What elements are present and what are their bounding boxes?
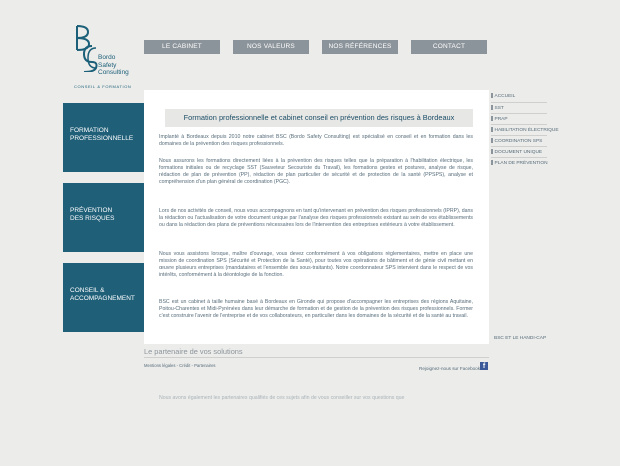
footer-links bbox=[144, 363, 216, 368]
logo-subtitle: CONSEIL & FORMATION bbox=[74, 84, 132, 89]
logo-line: Bordo bbox=[98, 54, 116, 61]
footer-link-separator: - bbox=[176, 363, 180, 368]
divider bbox=[491, 113, 547, 114]
rmenu-handicap[interactable]: BSC ET LE HANDI-CAP bbox=[494, 336, 547, 341]
sidebar-label: PROFESSIONNELLE bbox=[70, 135, 134, 142]
divider bbox=[491, 146, 547, 147]
rmenu-label: SST bbox=[494, 105, 504, 111]
bar-icon bbox=[491, 93, 493, 98]
bar-icon bbox=[491, 160, 493, 165]
bsc-logo-mark-icon bbox=[74, 24, 98, 72]
sidebar-label: FORMATION bbox=[70, 127, 109, 134]
sidebar-conseil-accompagnement[interactable] bbox=[63, 263, 144, 332]
bar-icon bbox=[491, 116, 493, 121]
footer-divider bbox=[144, 357, 489, 358]
tagline: Le partenaire de vos solutions bbox=[144, 347, 243, 356]
sidebar-label: PRÉVENTION bbox=[70, 207, 113, 214]
footer-link-partenaires[interactable]: Partenaires bbox=[194, 363, 216, 368]
nav-contact[interactable]: CONTACT bbox=[411, 40, 487, 54]
logo-line: Safety bbox=[98, 61, 117, 69]
rmenu-prap[interactable] bbox=[491, 116, 551, 122]
footer-link-mentions[interactable]: Mentions légales bbox=[144, 363, 176, 368]
rmenu-coordination[interactable] bbox=[491, 138, 551, 144]
rmenu-label: PRAP bbox=[494, 116, 508, 122]
sidebar-label: ACCOMPAGNEMENT bbox=[70, 295, 135, 302]
rmenu-accueil[interactable] bbox=[491, 93, 551, 99]
footer-link-credit[interactable]: Crédit bbox=[179, 363, 191, 368]
logo[interactable] bbox=[74, 24, 136, 90]
paragraph-cabinet: BSC est un cabinet à taille humaine basé à Bordeaux en Gironde qui propose d'accompagner les entreprises des régions Aquitaine, Poitou-Charentes et Midi-Pyrénées dans leur démarche de formation et de gestion de la prévention des risques professionnels. Former c'est construire l'avenir de l'entreprise et de vos collaborateurs, en particulier dans les domaines de la sécurité et de la santé au travail. bbox=[159, 299, 473, 319]
bar-icon bbox=[491, 127, 493, 132]
page-title-box bbox=[165, 109, 473, 127]
rmenu-sst[interactable] bbox=[491, 105, 551, 111]
sidebar-label: CONSEIL & bbox=[70, 287, 105, 294]
rmenu-label: COORDINATION SPS bbox=[494, 138, 543, 144]
bar-icon bbox=[491, 138, 493, 143]
footer-link-separator: - bbox=[191, 363, 195, 368]
rmenu-habilitation[interactable] bbox=[491, 127, 559, 133]
bar-icon bbox=[491, 105, 493, 110]
logo-line: Consulting bbox=[98, 69, 129, 76]
rmenu-plan-prevention[interactable] bbox=[491, 160, 551, 166]
facebook-icon[interactable]: f bbox=[480, 362, 488, 370]
logo-name bbox=[98, 54, 129, 77]
sidebar-label: DES RISQUES bbox=[70, 215, 115, 222]
rmenu-label: ACCUEIL bbox=[494, 93, 516, 99]
divider bbox=[491, 102, 547, 103]
sidebar-prevention-des-risques[interactable] bbox=[63, 183, 144, 252]
nav-nos-references[interactable]: NOS RÉFÉRENCES bbox=[322, 40, 398, 54]
sidebar-formation-professionnelle[interactable] bbox=[63, 103, 144, 172]
nav-le-cabinet[interactable]: LE CABINET bbox=[144, 40, 220, 54]
paragraph-conseil: Lors de nos activités de conseil, nous vous accompagnons en tant qu'intervenant en prévention des risques professionnels (IPRP), dans la rédaction ou l'actualisation de votre document unique par l'analyse des risques professionnels existant au sein de vos établissements ou dans la rédaction des plans de préventions nécessaires lors de l'intervention des entreprises extérieurs à votre établissement. bbox=[159, 208, 473, 228]
faded-paragraph: Nous avons également les partenaires qualifiés de ces sujets afin de vous conseiller sur vos questions que bbox=[159, 395, 405, 401]
rmenu-label: PLAN DE PRÉVENTION bbox=[494, 160, 548, 166]
page-title: Formation professionnelle et cabinet conseil en prévention des risques à Bordeaux bbox=[183, 113, 455, 122]
rmenu-document-unique[interactable] bbox=[491, 149, 551, 155]
nav-nos-valeurs[interactable]: NOS VALEURS bbox=[233, 40, 309, 54]
rmenu-label: HABILITATION ÉLECTRIQUE bbox=[494, 127, 559, 133]
paragraph-intro: Implanté à Bordeaux depuis 2010 notre cabinet BSC (Bordo Safety Consulting) est spécialisé en conseil et en formation dans les domaines de la prévention des risques professionnels. bbox=[159, 134, 473, 147]
facebook-link-text[interactable]: Rejoignez-nous sur Facebook bbox=[419, 366, 481, 371]
paragraph-coordination: Nous vous assistons lorsque, maître d'ouvrage, vous devez conformément à vos obligations réglementaires, mettre en place une mission de coordination SPS (Sécurité et Protection de la Santé), pour toutes vos opérations de bâtiment et de génie civil mettant en œuvre plusieurs entreprises (mandataires et l'ensemble des sous-traitants). Notre coordonnateur SPS intervient dans le respect de vos intérêts, conformément à la déontologie de la fonction. bbox=[159, 251, 473, 278]
paragraph-formations: Nous assurons les formations directement liées à la prévention des risques telles que la préparation à l'habilitation électrique, les formations initiales ou de recyclage SST (Sauveteur Secouriste du Travail), les formations gestes et postures, analyse de risque, rédaction de plan de prévention (PP), rédaction de plan particulier de sécurité et de protection de la santé (PPSPS), analyse et compréhension d'un plan général de coordination (PGC). bbox=[159, 158, 473, 185]
bar-icon bbox=[491, 149, 493, 154]
divider bbox=[491, 124, 547, 125]
divider bbox=[491, 157, 547, 158]
divider bbox=[491, 135, 547, 136]
rmenu-label: DOCUMENT UNIQUE bbox=[494, 149, 543, 155]
